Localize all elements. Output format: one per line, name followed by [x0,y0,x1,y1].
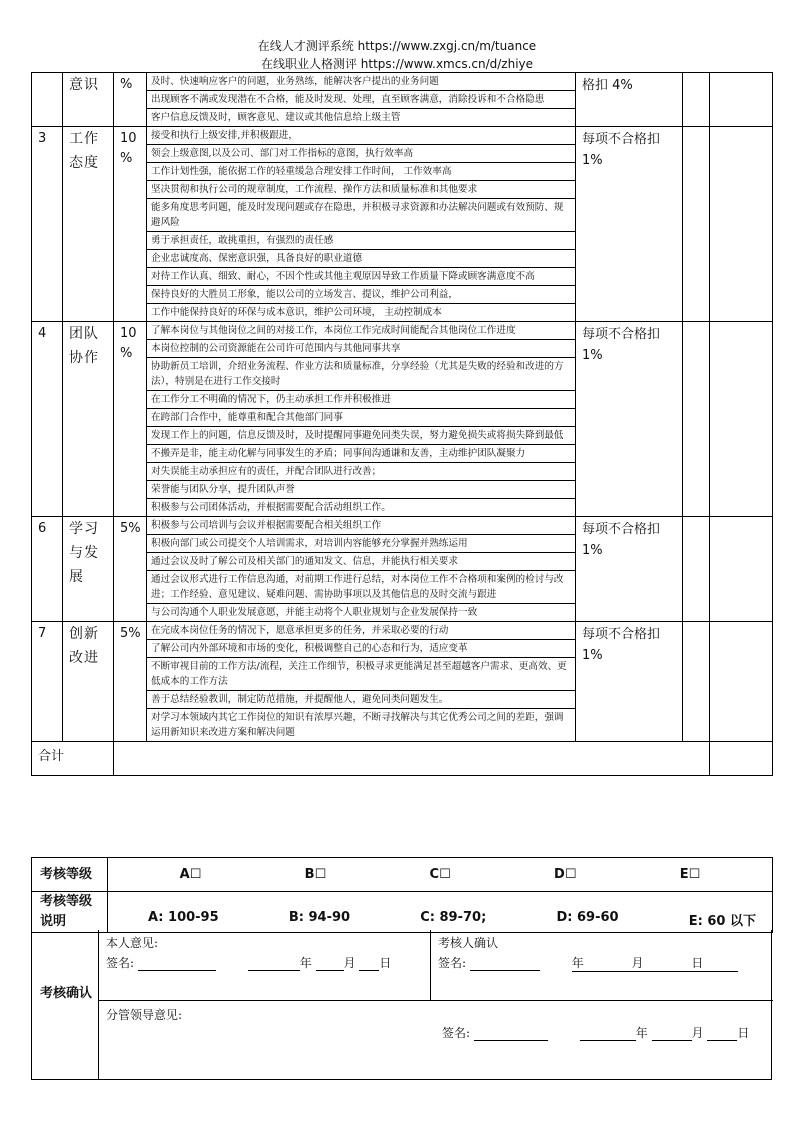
grade-options [108,867,772,882]
header-line-2: 在线职业人格测评 https://www.xmcs.cn/d/zhiye [260,57,534,71]
criterion-cell: 在完成本岗位任务的情况下，愿意承担更多的任务，并采取必要的行动 [147,622,576,640]
criterion-cell: 工作中能保持良好的环保与成本意识，维护公司环境， 主动控制成本 [147,304,576,322]
criterion-cell: 保持良好的大胜员工形象，能以公司的立场发言、提议，维护公司利益， [147,286,576,304]
row-category: 意识 [63,73,114,127]
reviewer-sign-label: 签名: [438,956,467,970]
table-row [32,622,773,640]
row-percent: 10 % [114,127,147,322]
row-category: 团队协作 [63,322,114,517]
confirm-label: 考核确认 [40,986,93,1001]
grade-option-d[interactable]: D☐ [554,867,577,882]
row-number [32,73,63,127]
row-number: 7 [32,622,63,742]
criterion-cell: 在跨部门合作中，能尊重和配合其他部门同事 [147,409,576,427]
criterion-cell: 与公司沟通个人职业发展意愿，并能主动将个人职业规划与企业发展保持一致 [147,604,576,622]
grade-desc-d: D: 69-60 [556,909,619,925]
row-percent: 10 % [114,322,147,517]
self-sign-field[interactable] [138,956,216,971]
criterion-cell: 对学习本领域内其它工作岗位的知识有浓厚兴趣，不断寻找解决与其它优秀公司之间的差距，强调运用新知识来改进方案和解决问题 [147,709,576,742]
confirm-section [31,930,772,1080]
score-cell[interactable] [683,73,710,127]
table-row [32,73,773,91]
self-sign-label: 签名: [106,956,135,970]
criterion-cell: 接受和执行上级安排,并积极跟进， [147,127,576,145]
criterion-cell: 不断审视目前的工作方法/流程，关注工作细节，积极寻求更能满足甚至超越客户需求、更高效、更低成本的工作方法 [147,658,576,691]
table-row [32,127,773,145]
criterion-cell: 对待工作认真、细致、耐心，不因个性或其他主观原因导致工作质量下降或顾客满意度不高 [147,268,576,286]
grade-option-e[interactable]: E☐ [679,867,701,882]
grade-descriptions [108,896,772,929]
leader-opinion-label: 分管领导意见: [106,1008,183,1022]
score-cell[interactable] [683,622,710,742]
criterion-cell: 了解公司内外部环境和市场的变化，积极调整自己的心态和行为，适应变革 [147,640,576,658]
leader-sign-label: 签名: [442,1026,471,1040]
self-day-field[interactable] [359,956,379,971]
leader-month-field[interactable] [652,1026,692,1041]
criterion-cell: 荣誉能与团队分享，提升团队声誉 [147,481,576,499]
grade-desc-e: E: 60 以下 [688,913,756,929]
table-row [32,517,773,535]
score-cell[interactable] [683,322,710,517]
leader-day-field[interactable] [707,1026,737,1041]
row-deduction: 每项不合格扣 1% [576,622,683,742]
row-number: 6 [32,517,63,622]
row-percent: 5% [114,622,147,742]
row-deduction: 每项不合格扣 1% [576,127,683,322]
criterion-cell: 了解本岗位与其他岗位之间的对接工作，本岗位工作完成时间能配合其他岗位工作进度 [147,322,576,340]
criterion-cell: 积极参与公司团体活动，并根据需要配合活动组织工作。 [147,499,576,517]
row-number: 4 [32,322,63,517]
criterion-cell: 在工作分工不明确的情况下，仍主动承担工作并积极推进 [147,391,576,409]
row-percent: % [114,73,147,127]
self-sign-row: 签名: 年 月 日 [106,956,392,970]
criterion-cell: 坚决贯彻和执行公司的规章制度，工作流程、操作方法和质量标准和其他要求 [147,181,576,199]
grade-option-c[interactable]: C☐ [429,867,451,882]
criterion-cell: 对失误能主动承担应有的责任，并配合团队进行改善； [147,463,576,481]
criterion-cell: 积极参与公司培训与会议并根据需要配合相关组织工作 [147,517,576,535]
total-label: 合计 [32,742,114,776]
remark-cell[interactable] [710,622,773,742]
grade-table [31,857,773,933]
criterion-cell: 发现工作上的问题，信息反馈及时，及时提醒同事避免同类失误，努力避免损失或将损失降到最低 [147,427,576,445]
reviewer-confirm-label: 考核人确认 [438,936,499,950]
leader-year-field[interactable] [580,1026,636,1041]
row-deduction: 格扣 4% [576,73,683,127]
grade-option-a[interactable]: A☐ [179,867,202,882]
remark-cell[interactable] [710,73,773,127]
score-cell[interactable] [683,127,710,322]
criterion-cell: 勇于承担责任，敢挑重担，有强烈的责任感 [147,232,576,250]
remark-cell[interactable] [710,517,773,622]
grade-desc-a: A: 100-95 [148,909,219,925]
grade-desc-label: 考核等级说明 [32,892,108,933]
remark-cell[interactable] [710,127,773,322]
grade-label: 考核等级 [32,858,108,892]
reviewer-date-field[interactable]: 年 月 日 [572,954,738,972]
criterion-cell: 工作计划性强，能依据工作的轻重缓急合理安排工作时间， 工作效率高 [147,163,576,181]
assessment-table [31,72,773,776]
criterion-cell: 不搬弄是非，能主动化解与同事发生的矛盾；同事间沟通谦和友善，主动维护团队凝聚力 [147,445,576,463]
reviewer-sign-row [438,954,768,972]
table-row [32,322,773,340]
row-category: 学习与发展 [63,517,114,622]
row-category: 工作态度 [63,127,114,322]
criterion-cell: 善于总结经验教训，制定防范措施，并提醒他人，避免同类问题发生。 [147,691,576,709]
header-line-1: 在线人才测评系统 https://www.zxgj.cn/m/tuance [257,39,537,53]
criterion-cell: 本岗位控制的公司资源能在公司许可范围内与其他同事共享 [147,340,576,358]
criterion-cell: 领会上级意图,以及公司、部门对工作指标的意图，执行效率高 [147,145,576,163]
row-number: 3 [32,127,63,322]
self-month-field[interactable] [316,956,344,971]
grade-desc-c: C: 89-70; [420,909,487,925]
criterion-cell: 及时、快速响应客户的问题，业务熟练，能解决客户提出的业务问题 [147,73,576,91]
row-deduction: 每项不合格扣 1% [576,517,683,622]
criterion-cell: 客户信息反馈及时，顾客意见、建议或其他信息给上级主管 [147,109,576,127]
self-year-field[interactable] [248,956,300,971]
criterion-cell: 出现顾客不满或发现潜在不合格，能及时发现、处理，直至顾客满意，消除投诉和不合格隐患 [147,91,576,109]
reviewer-sign-field[interactable] [470,956,540,971]
remark-cell[interactable] [710,322,773,517]
criterion-cell: 企业忠诚度高、保密意识强，具备良好的职业道德 [147,250,576,268]
leader-sign-field[interactable] [474,1026,548,1041]
criterion-cell: 协助新员工培训，介绍业务流程、作业方法和质量标准，分享经验（尤其是失败的经验和改进的方法），特别是在进行工作交接时 [147,358,576,391]
criterion-cell: 通过会议形式进行工作信息沟通，对前期工作进行总结，对本岗位工作不合格项和案例的检讨与改进；工作经验、意见建议、疑难问题、需协助事项以及其他信息的及时交流与跟进 [147,571,576,604]
score-cell[interactable] [683,517,710,622]
grade-option-b[interactable]: B☐ [304,867,327,882]
criterion-cell: 能多角度思考问题，能及时发现问题或存在隐患，并积极寻求资源和办法解决问题或有效预防、规避风险 [147,199,576,232]
self-opinion-label: 本人意见: [106,936,159,950]
row-category: 创新改进 [63,622,114,742]
row-deduction: 每项不合格扣 1% [576,322,683,517]
row-percent: 5% [114,517,147,622]
grade-desc-b: B: 94-90 [288,909,351,925]
leader-sign-row: 签名: 年 月 日 [442,1026,750,1040]
criterion-cell: 通过会议及时了解公司及相关部门的通知发文、信息，并能执行相关要求 [147,553,576,571]
criterion-cell: 积极向部门或公司提交个人培训需求，对培训内容能够充分掌握并熟练运用 [147,535,576,553]
